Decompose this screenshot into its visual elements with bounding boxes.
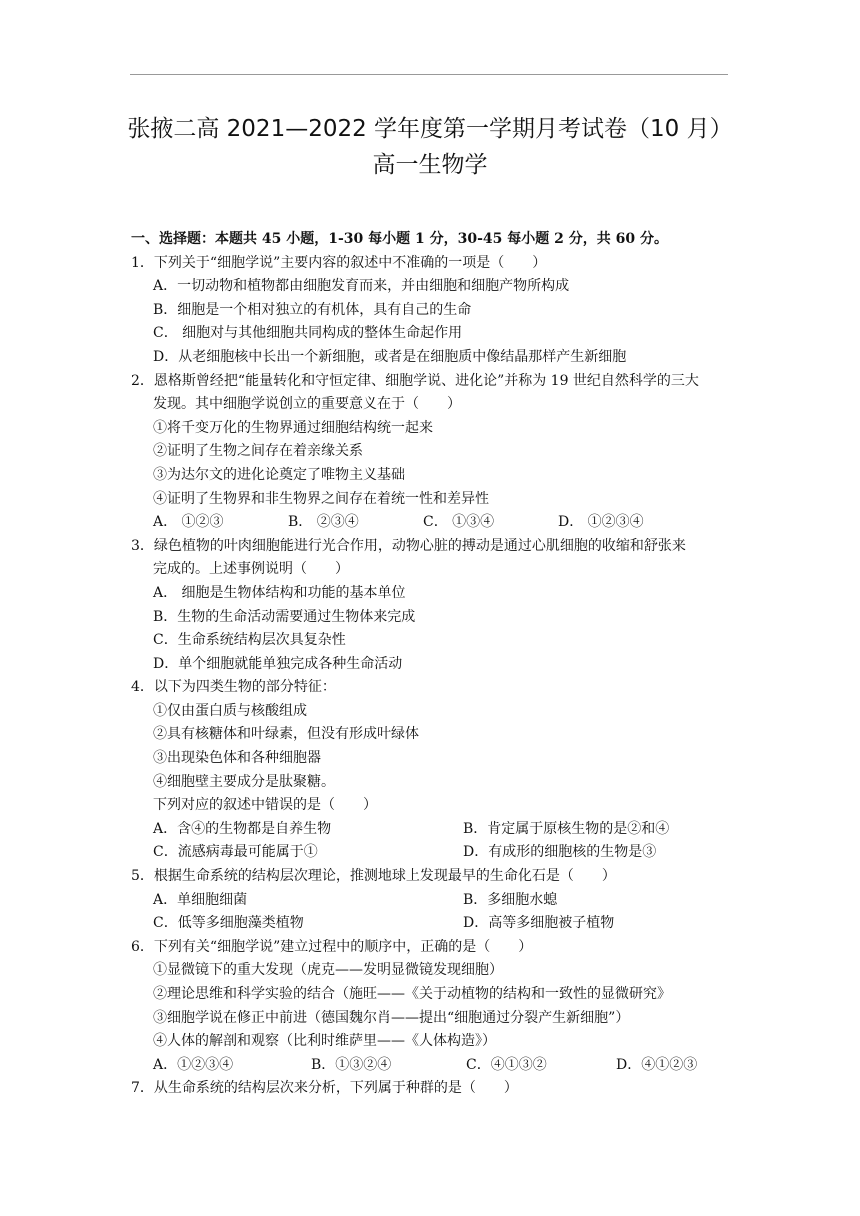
question-body — [131, 228, 751, 1101]
question-4-option-c: C．流感病毒最可能属于① — [153, 844, 318, 861]
question-2-option-c: C． ①③④ — [423, 514, 495, 531]
question-4-feature-2: ②具有核糖体和叶绿素，但没有形成叶绿体 — [153, 726, 419, 743]
question-5-options-row-1 — [131, 889, 751, 913]
question-1-option-b: B．细胞是一个相对独立的有机体，具有自己的生命 — [153, 301, 472, 318]
question-2-statement-1: ①将千变万化的生物界通过细胞结构统一起来 — [153, 419, 433, 436]
question-3-option-d: D．单个细胞就能单独完成各种生命活动 — [153, 655, 403, 672]
question-6-stem: 6．下列有关“细胞学说”建立过程中的顺序中，正确的是（ ） — [131, 938, 533, 955]
exam-subject: 高一生物学 — [372, 152, 488, 178]
question-4-feature-4: ④细胞壁主要成分是肽聚糖。 — [153, 773, 335, 790]
question-2-stem-cont: 发现。其中细胞学说创立的重要意义在于（ ） — [153, 396, 461, 413]
header-rule — [130, 74, 728, 75]
question-1-option-c: C． 细胞对与其他细胞共同构成的整体生命起作用 — [153, 325, 463, 342]
question-5-option-d: D．高等多细胞被子植物 — [463, 915, 615, 932]
question-1-option-d: D．从老细胞核中长出一个新细胞，或者是在细胞质中像结晶那样产生新细胞 — [153, 348, 627, 365]
question-5-option-a: A．单细胞细菌 — [153, 891, 248, 908]
question-2-statement-2: ②证明了生物之间存在着亲缘关系 — [153, 443, 363, 460]
question-6-item-2: ②理论思维和科学实验的结合（施旺——《关于动植物的结构和一致性的显微研究》 — [153, 986, 671, 1002]
question-2-option-d: D． ①②③④ — [558, 514, 644, 531]
question-4-options-row-1 — [131, 818, 751, 842]
question-6-item-4: ④人体的解剖和观察（比利时维萨里——《人体构造》） — [153, 1033, 496, 1050]
question-6-option-d: D．④①②③ — [616, 1056, 698, 1073]
question-6-option-c: C．④①③② — [466, 1056, 547, 1073]
question-4-feature-1: ①仅由蛋白质与核酸组成 — [153, 702, 307, 719]
question-6-item-1: ①显微镜下的重大发现（虎克——发明显微镜发现细胞） — [153, 962, 503, 979]
question-7-stem: 7．从生命系统的结构层次来分析，下列属于种群的是（ ） — [131, 1080, 518, 1097]
question-2-statement-4: ④证明了生物界和非生物界之间存在着统一性和差异性 — [153, 490, 489, 507]
question-4-option-d: D．有成形的细胞核的生物是③ — [463, 844, 657, 861]
exam-title: 张掖二高 2021—2022 学年度第一学期月考试卷（10 月） — [127, 116, 733, 142]
question-3-option-b: B．生物的生命活动需要通过生物体来完成 — [153, 608, 416, 625]
section-heading: 一、选择题：本题共 45 小题，1-30 每小题 1 分，30-45 每小题 2 分，共 60 分。 — [131, 231, 668, 247]
question-5-stem: 5．根据生命系统的结构层次理论，推测地球上发现最早的生命化石是（ ） — [131, 868, 616, 885]
question-6-options — [131, 1054, 751, 1078]
question-5-options-row-2 — [131, 912, 751, 936]
question-6-item-3: ③细胞学说在修正中前进（德国魏尔肖——提出“细胞通过分裂产生新细胞”） — [153, 1009, 630, 1026]
question-1-stem: 1．下列关于“细胞学说”主要内容的叙述中不准确的一项是（ ） — [131, 254, 547, 271]
question-6-option-b: B．①③②④ — [311, 1056, 392, 1073]
question-3-stem-cont: 完成的。上述事例说明（ ） — [153, 561, 349, 578]
question-2-option-a: A． ①②③ — [153, 514, 224, 531]
question-4-option-b: B．肯定属于原核生物的是②和④ — [463, 820, 670, 837]
question-6-option-a: A．①②③④ — [153, 1056, 234, 1073]
question-5-option-c: C．低等多细胞藻类植物 — [153, 915, 304, 932]
question-4-stem: 4．以下为四类生物的部分特征： — [131, 679, 336, 696]
question-1-option-a: A．一切动物和植物都由细胞发育而来，并由细胞和细胞产物所构成 — [153, 278, 570, 295]
question-4-option-a: A．含④的生物都是自养生物 — [153, 820, 332, 837]
question-2-stem: 2．恩格斯曾经把“能量转化和守恒定律、细胞学说、进化论”并称为 19 世纪自然科学的三大 — [131, 372, 699, 389]
question-4-ask: 下列对应的叙述中错误的是（ ） — [153, 797, 377, 814]
question-2-statement-3: ③为达尔文的进化论奠定了唯物主义基础 — [153, 466, 405, 483]
question-3-option-c: C．生命系统结构层次具复杂性 — [153, 632, 346, 649]
question-2-options — [131, 511, 751, 535]
question-3-option-a: A． 细胞是生物体结构和功能的基本单位 — [153, 584, 406, 601]
question-3-stem: 3．绿色植物的叶肉细胞能进行光合作用，动物心脏的搏动是通过心肌细胞的收缩和舒张来 — [131, 537, 686, 554]
question-4-options-row-2 — [131, 841, 751, 865]
question-5-option-b: B．多细胞水螅 — [463, 891, 558, 908]
question-2-option-b: B． ②③④ — [288, 514, 359, 531]
question-4-feature-3: ③出现染色体和各种细胞器 — [153, 750, 321, 767]
